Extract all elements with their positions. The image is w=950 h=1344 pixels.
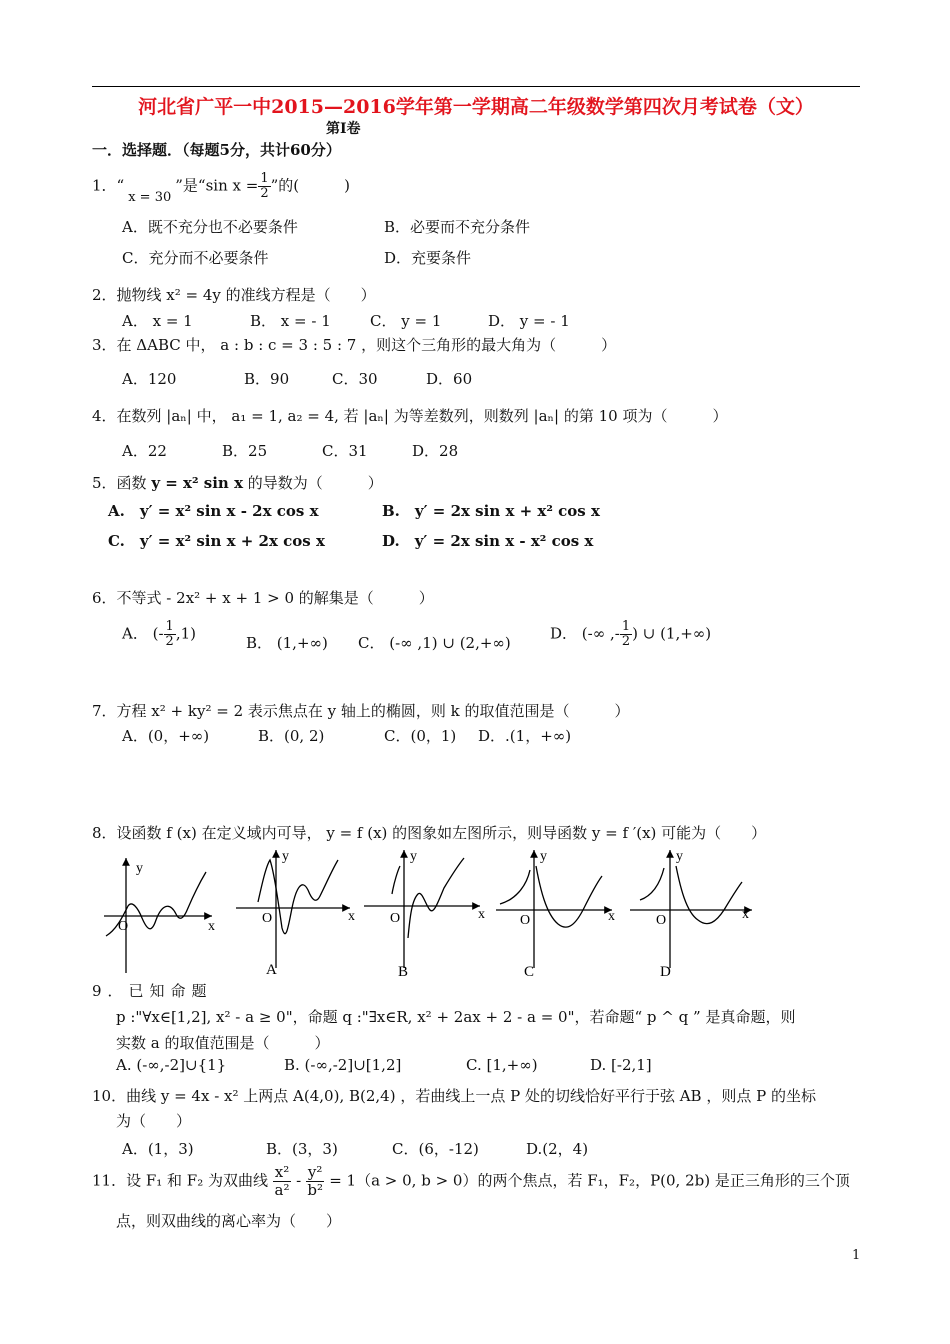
graph-original [104,858,215,973]
question-10-line1: 10．曲线 y = 4x - x² 上两点 A(4,0), B(2,4) ，若曲线上一点 P 处的切线恰好平行于弦 AB ，则点 P 的坐标 [92,1087,816,1105]
q4-option-a: A．22 [122,442,167,460]
question-7-stem: 7．方程 x² + ky² = 2 表示焦点在 y 轴上的椭圆，则 k 的取值范围是（ ） [92,702,630,720]
q7-option-d: D．.(1，+∞) [478,727,572,745]
q1-option-c: C．充分而不必要条件 [122,249,269,267]
q10-option-a: A．(1，3) [122,1140,194,1158]
q7-option-a: A．(0，+∞) [122,727,210,745]
question-6-stem: 6．不等式 - 2x² + x + 1 > 0 的解集是（ ） [92,589,434,607]
graph-option-b [364,849,485,980]
q2-option-d: D． y = - 1 [488,312,570,330]
q9-option-a: A. (-∞,-2]∪{1} [116,1056,227,1074]
q2-option-c: C． y = 1 [370,312,442,330]
q3-option-b: B．90 [244,370,290,388]
svg-text:x: x [478,907,485,922]
svg-text:y: y [410,849,417,864]
q3-option-d: D．60 [426,370,473,388]
graph-option-a [236,849,355,978]
exam-title: 河北省广平一中2015—2016学年第一学期高二年级数学第四次月考试卷（文） [138,96,814,118]
q10-option-c: C．(6，-12) [392,1140,479,1158]
svg-text:O: O [390,911,401,926]
question-8-stem: 8．设函数 f (x) 在定义域内可导， y = f (x) 的图象如左图所示，则导函数 y = f ′(x) 可能为（ ） [92,824,767,842]
q7-option-b: B．(0, 2) [258,727,325,745]
q5-option-c: C. y′ = x² sin x + 2x cos x [108,532,325,550]
q2-option-a: A． x = 1 [122,312,193,330]
svg-text:A: A [266,962,277,978]
question-9-line3: 实数 a 的取值范围是（ ） [116,1034,330,1052]
svg-text:O: O [118,919,129,934]
question-5-stem: 5．函数 y = x² sin x 的导数为（ ） [92,474,383,492]
q9-option-b: B. (-∞,-2]∪[1,2] [284,1056,402,1074]
q5-option-d: D. y′ = 2x sin x - x² cos x [382,532,594,550]
q5-option-b: B. y′ = 2x sin x + x² cos x [382,502,600,520]
section-heading: 一．选择题．（每题5分，共计60分） [92,141,341,159]
q6-option-a: A． (- $\frac{1}{2}$ ,1) [122,619,196,649]
question-10-line2: 为（ ） [116,1112,192,1130]
q9-option-d: D. [-2,1] [590,1056,652,1074]
page-number: 1 [852,1248,861,1263]
q4-option-c: C．31 [322,442,368,460]
svg-text:y: y [540,849,547,864]
svg-text:x: x [348,909,355,924]
question-9-stem: 9．已知命题 [92,982,213,1000]
q2-option-b: B． x = - 1 [250,312,331,330]
graph-option-c [496,849,615,980]
q1-option-d: D．充要条件 [384,249,472,267]
svg-text:B: B [398,964,409,980]
question-2-stem: 2．抛物线 x² = 4y 的准线方程是（ ） [92,286,376,304]
q3-option-a: A．120 [122,370,177,388]
q1-option-b: B．必要而不充分条件 [384,218,531,236]
graph-option-d [630,849,752,980]
fraction-half: $\frac{1}{2}$ [260,171,269,201]
question-3-stem: 3．在 ΔABC 中， a : b : c = 3 : 5 : 7 ，则这个三角形的最大角为（ ） [92,336,617,354]
svg-text:x: x [608,909,615,924]
q6-option-b: B． (1,+∞) [246,634,328,652]
question-4-stem: 4．在数列 |aₙ| 中， a₁ = 1, a₂ = 4, 若 |aₙ| 为等差数列，则数列 |aₙ| 的第 10 项为（ ） [92,407,728,425]
header-rule [92,86,860,87]
q5-option-a: A. y′ = x² sin x - 2x cos x [108,502,319,520]
question-1-stem: 1．“x = 30”是“sin x = $\frac{1}{2}$ ”的( ) [92,171,350,205]
q6-option-d: D． (-∞ ,- $\frac{1}{2}$ ) ∪ (1,+∞) [550,619,712,649]
part-label: 第Ⅰ卷 [326,121,361,137]
question-9-line2: p :"∀x∈[1,2], x² - a ≥ 0"，命题 q :"∃x∈R, x² + 2ax + 2 - a = 0"，若命题“ p ^ q ” 是真命题，则 [116,1008,796,1026]
q4-option-b: B．25 [222,442,268,460]
q3-option-c: C．30 [332,370,378,388]
svg-text:D: D [660,964,671,980]
svg-text:O: O [262,911,273,926]
svg-text:O: O [520,913,531,928]
q1-option-a: A．既不充分也不必要条件 [122,218,298,236]
q8-graphs [100,848,760,980]
q10-option-b: B．(3，3) [266,1140,338,1158]
svg-text:y: y [282,849,289,864]
q7-option-c: C．(0，1) [384,727,457,745]
svg-text:O: O [656,913,667,928]
svg-text:C: C [524,964,535,980]
q4-option-d: D．28 [412,442,459,460]
question-11-stem: 11．设 F₁ 和 F₂ 为双曲线 $\frac{\text{x²}}{\text{a²}}$ - $\frac{\text{y²}}{\text{b²}}$ = 1（a > 0, b > 0）的两个焦点，若 F₁，F₂，P(0, 2b) 是正三角形的三个顶 [92,1163,850,1199]
q9-option-c: C. [1,+∞) [466,1056,538,1074]
svg-text:x: x [208,919,215,934]
q10-option-d: D.(2，4) [526,1140,589,1158]
svg-text:x: x [742,907,749,922]
q6-option-c: C． (-∞ ,1) ∪ (2,+∞) [358,634,511,652]
svg-text:y: y [676,849,683,864]
svg-text:y: y [136,861,143,876]
question-11-line2: 点，则双曲线的离心率为（ ） [116,1212,342,1230]
